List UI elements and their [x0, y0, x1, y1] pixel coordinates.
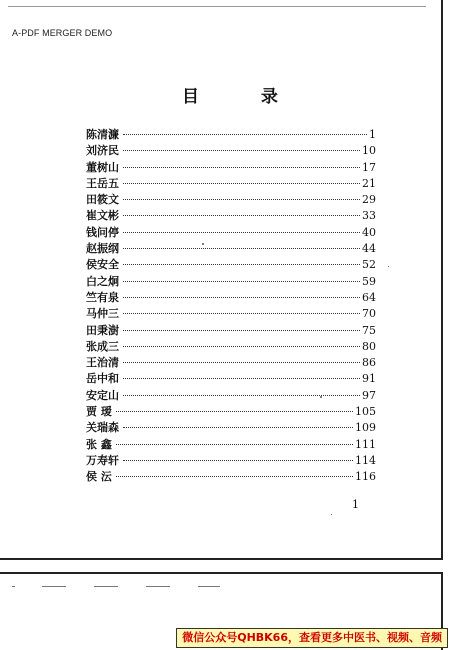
- toc-entry-page: 70: [362, 307, 376, 321]
- toc-entry-page: 64: [362, 290, 376, 304]
- toc-leader-dots: [123, 214, 360, 216]
- toc-entry: [86, 370, 376, 386]
- toc-entry-page: 1: [369, 128, 376, 141]
- toc-entry-page: 59: [362, 274, 376, 288]
- toc-leader-dots: [123, 247, 360, 249]
- toc-entry-name: 侯 沄: [86, 470, 112, 484]
- toc-leader-dots: [123, 377, 360, 379]
- toc-entry-page: 97: [362, 388, 376, 402]
- page-number: 1: [352, 498, 359, 511]
- toc-entry: [86, 273, 376, 289]
- scan-dash: [42, 586, 66, 587]
- toc-entry-name: 董树山: [86, 160, 119, 174]
- toc-entry-name: 竺有泉: [86, 290, 119, 304]
- toc-entry-page: 17: [362, 160, 376, 174]
- toc-leader-dots: [123, 280, 360, 282]
- toc-entry-page: 40: [362, 225, 376, 239]
- toc-entry: [86, 142, 376, 158]
- toc-leader-dots: [123, 312, 360, 314]
- toc-entry-name: 赵振纲: [86, 242, 119, 256]
- toc-entry-name: 刘济民: [86, 144, 119, 158]
- toc-entry-name: 岳中和: [86, 372, 119, 386]
- toc-leader-dots: [123, 459, 353, 461]
- toc-entry-page: 10: [362, 144, 376, 158]
- toc-entry: [86, 175, 376, 191]
- toc-entry: [86, 403, 376, 419]
- toc-leader-dots: [123, 361, 360, 363]
- toc-entry-name: 贾 瑷: [86, 405, 112, 419]
- toc-entry: [86, 419, 376, 435]
- toc-entry-name: 崔文彬: [86, 209, 119, 223]
- toc-leader-dots: [123, 166, 360, 168]
- toc-entry-name: 白之炯: [86, 274, 119, 288]
- toc-entry-page: 111: [355, 437, 376, 451]
- toc-entry: [86, 305, 376, 321]
- toc-leader-dots: [116, 443, 353, 445]
- toc-entry-name: 田筱文: [86, 193, 119, 207]
- scan-speck: [320, 396, 322, 398]
- toc-entry-page: 21: [362, 176, 376, 190]
- top-rule: [8, 6, 426, 7]
- toc-entry-name: 田秉澍: [86, 323, 119, 337]
- toc-entry-page: 80: [362, 339, 376, 353]
- toc-leader-dots: [123, 296, 360, 298]
- toc-entry: [86, 224, 376, 240]
- toc-entry-name: 钱问停: [86, 225, 119, 239]
- toc-leader-dots: [116, 410, 353, 412]
- toc-entry-page: 52: [362, 258, 376, 272]
- toc-leader-dots: [123, 198, 360, 200]
- scan-dash: [12, 586, 15, 587]
- watermark-header: A-PDF MERGER DEMO: [12, 28, 113, 38]
- toc-entry-page: 29: [362, 193, 376, 207]
- toc-entry-name: 张成三: [86, 339, 119, 353]
- toc-leader-dots: [116, 475, 353, 477]
- toc-entry: [86, 338, 376, 354]
- toc-entry: [86, 322, 376, 338]
- toc-entry-name: 关瑞森: [86, 421, 119, 435]
- toc-leader-dots: [123, 231, 360, 233]
- toc-entry-page: 114: [355, 453, 376, 467]
- toc-entry: [86, 468, 376, 484]
- toc-entry-page: 86: [362, 356, 376, 370]
- toc-entry-name: 王治清: [86, 356, 119, 370]
- toc-leader-dots: [123, 182, 360, 184]
- toc-leader-dots: [123, 263, 360, 265]
- scan-speck: [388, 266, 389, 267]
- toc-entry: [86, 289, 376, 305]
- toc-entry: [86, 191, 376, 207]
- toc-title: 目 录: [182, 87, 306, 107]
- toc-entry: [86, 159, 376, 175]
- toc-leader-dots: [123, 345, 360, 347]
- toc-entry-page: 116: [355, 470, 376, 484]
- toc-entry-page: 105: [355, 405, 376, 419]
- toc-leader-dots: [123, 329, 360, 331]
- toc-entry: [86, 207, 376, 223]
- toc-entry-page: 44: [362, 242, 376, 256]
- toc-entry-name: 张 鑫: [86, 437, 112, 451]
- toc-entry: [86, 452, 376, 468]
- toc-entry: [86, 354, 376, 370]
- scan-dash: [94, 586, 118, 587]
- toc-leader-dots: [123, 426, 353, 428]
- scan-dash: [146, 586, 170, 587]
- toc-entry-name: 安定山: [86, 388, 119, 402]
- toc-entry-page: 91: [362, 372, 376, 386]
- toc-leader-dots: [123, 149, 360, 151]
- scan-speck: [331, 514, 332, 515]
- toc-entry-name: 侯安全: [86, 258, 119, 272]
- toc-list: [86, 126, 376, 485]
- toc-entry-name: 万寿轩: [86, 453, 119, 467]
- scan-dash: [198, 586, 220, 587]
- toc-entry-name: 马仲三: [86, 307, 119, 321]
- scan-speck: [202, 243, 204, 245]
- toc-entry: [86, 240, 376, 256]
- toc-entry: [86, 256, 376, 272]
- toc-entry-name: 王岳五: [86, 176, 119, 190]
- toc-leader-dots: [123, 394, 360, 396]
- toc-entry: [86, 436, 376, 452]
- wechat-banner: 微信公众号QHBK66，查看更多中医书、视频、音频: [176, 628, 448, 648]
- toc-entry: [86, 126, 376, 142]
- toc-entry-page: 75: [362, 323, 376, 337]
- toc-entry-page: 109: [355, 421, 376, 435]
- toc-entry-page: 33: [362, 209, 376, 223]
- toc-leader-dots: [123, 133, 367, 135]
- toc-entry-name: 陈清濂: [86, 128, 119, 141]
- toc-entry: [86, 387, 376, 403]
